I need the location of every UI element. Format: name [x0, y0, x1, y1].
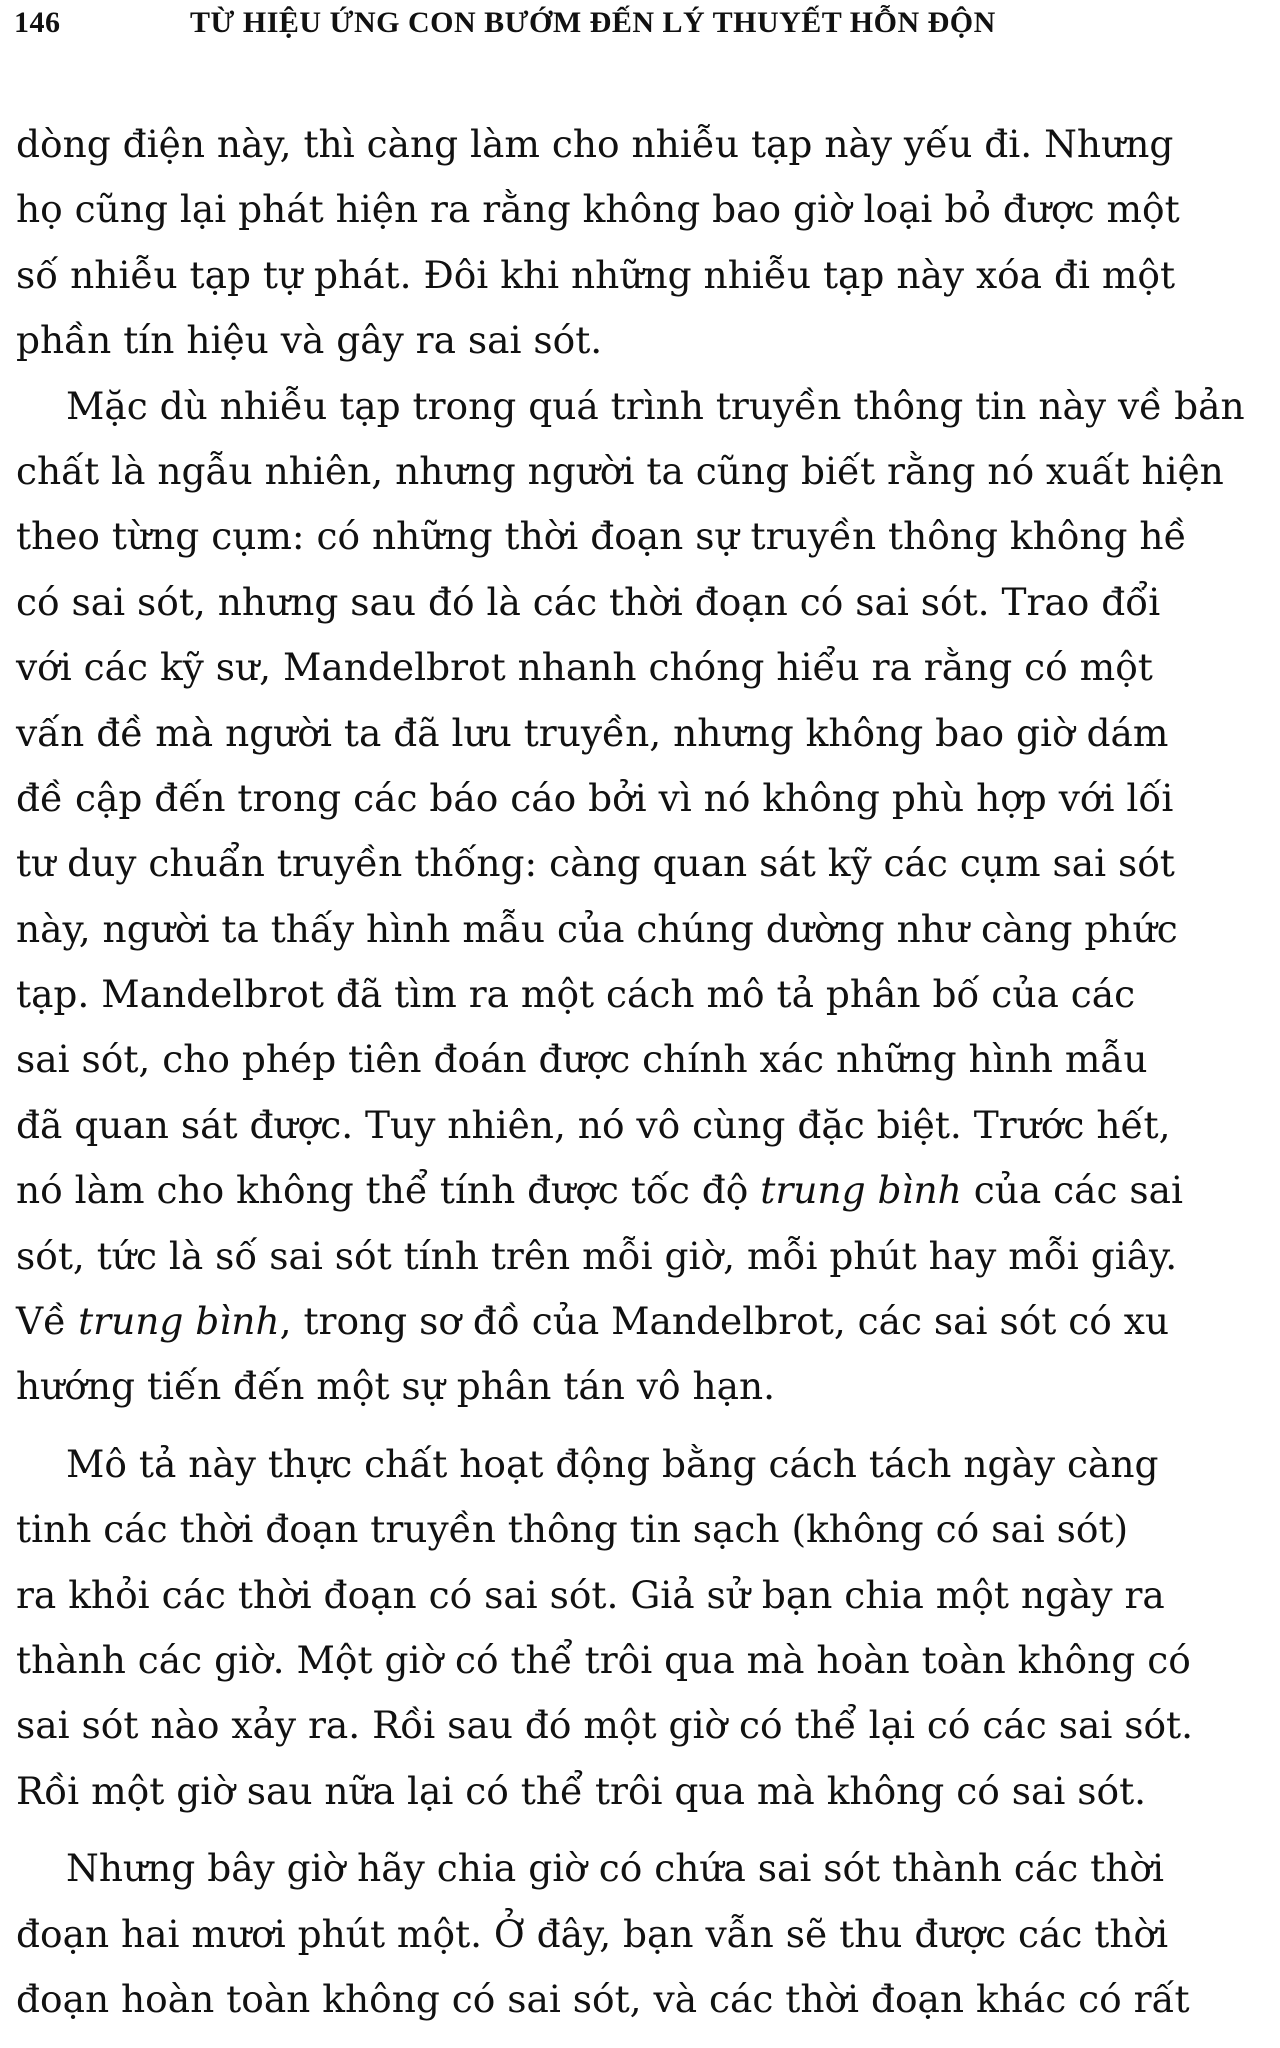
text-line [16, 1158, 1276, 1223]
text-line: tinh các thời đoạn truyền thông tin sạch (không có sai sót) [16, 1507, 1129, 1552]
text-line: họ cũng lại phát hiện ra rằng không bao giờ loại bỏ được một [16, 187, 1180, 232]
paragraph-spacer [16, 1824, 1276, 1836]
text-line: theo từng cụm: có những thời đoạn sự truyền thông không hề [16, 514, 1187, 559]
text-run: Về [16, 1299, 79, 1344]
text-line: dòng điện này, thì càng làm cho nhiễu tạp này yếu đi. Nhưng [16, 122, 1174, 166]
page-number: 146 [14, 6, 61, 39]
italic-term: trung bình [760, 1168, 962, 1213]
italic-term: trung bình [78, 1299, 280, 1344]
text-line: đề cập đến trong các báo cáo bởi vì nó không phù hợp với lối [16, 775, 1174, 820]
text-line: chất là ngẫu nhiên, nhưng người ta cũng biết rằng nó xuất hiện [16, 448, 1224, 493]
paragraph [16, 1836, 1276, 2032]
text-line: Rồi một giờ sau nữa lại có thể trôi qua mà không có sai sót. [16, 1768, 1147, 1813]
book-title: TỪ HIỆU ỨNG CON BƯỚM ĐẾN LÝ THUYẾT HỖN ĐỘN [190, 6, 996, 39]
text-line: này, người ta thấy hình mẫu của chúng dường như càng phức [16, 906, 1178, 951]
text-line: đoạn hoàn toàn không có sai sót, và các thời đoạn khác có rất [16, 1976, 1190, 2021]
text-line: sai sót nào xảy ra. Rồi sau đó một giờ có thể lại có các sai sót. [16, 1703, 1194, 1748]
paragraph [16, 1432, 1276, 1824]
text-line: đoạn hai mươi phút một. Ở đây, bạn vẫn sẽ thu được các thời [16, 1911, 1169, 1956]
text-line: Mặc dù nhiễu tạp trong quá trình truyền thông tin này về bản [66, 383, 1245, 428]
text-line: số nhiễu tạp tự phát. Đôi khi những nhiễu tạp này xóa đi một [16, 252, 1176, 297]
text-line: thành các giờ. Một giờ có thể trôi qua mà hoàn toàn không có [16, 1637, 1191, 1682]
text-line: ra khỏi các thời đoạn có sai sót. Giả sử bạn chia một ngày ra [16, 1572, 1165, 1617]
text-line: với các kỹ sư, Mandelbrot nhanh chóng hiểu ra rằng có một [16, 645, 1153, 690]
text-line: Mô tả này thực chất hoạt động bằng cách tách ngày càng [66, 1441, 1159, 1486]
text-run: nó làm cho không thể tính được tốc độ [16, 1168, 761, 1213]
text-run: của các sai [961, 1168, 1184, 1213]
text-line: sai sót, cho phép tiên đoán được chính xác những hình mẫu [16, 1037, 1148, 1082]
text-line: phần tín hiệu và gây ra sai sót. [16, 318, 603, 363]
text-line: hướng tiến đến một sự phân tán vô hạn. [16, 1364, 776, 1409]
paragraph [16, 112, 1276, 374]
text-line: tư duy chuẩn truyền thống: càng quan sát kỹ các cụm sai sót [16, 841, 1175, 886]
text-run: , trong sơ đồ của Mandelbrot, các sai sót có xu [279, 1299, 1170, 1344]
text-line [16, 1289, 1276, 1354]
text-line: sót, tức là số sai sót tính trên mỗi giờ, mỗi phút hay mỗi giây. [16, 1233, 1178, 1278]
text-line: đã quan sát được. Tuy nhiên, nó vô cùng đặc biệt. Trước hết, [16, 1102, 1171, 1147]
text-line: vấn đề mà người ta đã lưu truyền, nhưng không bao giờ dám [16, 710, 1169, 755]
text-line: có sai sót, nhưng sau đó là các thời đoạn có sai sót. Trao đổi [16, 579, 1161, 624]
text-line: Nhưng bây giờ hãy chia giờ có chứa sai sót thành các thời [66, 1846, 1164, 1891]
paragraph-spacer [16, 1420, 1276, 1432]
paragraph [16, 374, 1276, 1420]
body-text [16, 112, 1276, 2032]
text-line: tạp. Mandelbrot đã tìm ra một cách mô tả phân bố của các [16, 972, 1136, 1017]
running-header [14, 6, 1254, 40]
